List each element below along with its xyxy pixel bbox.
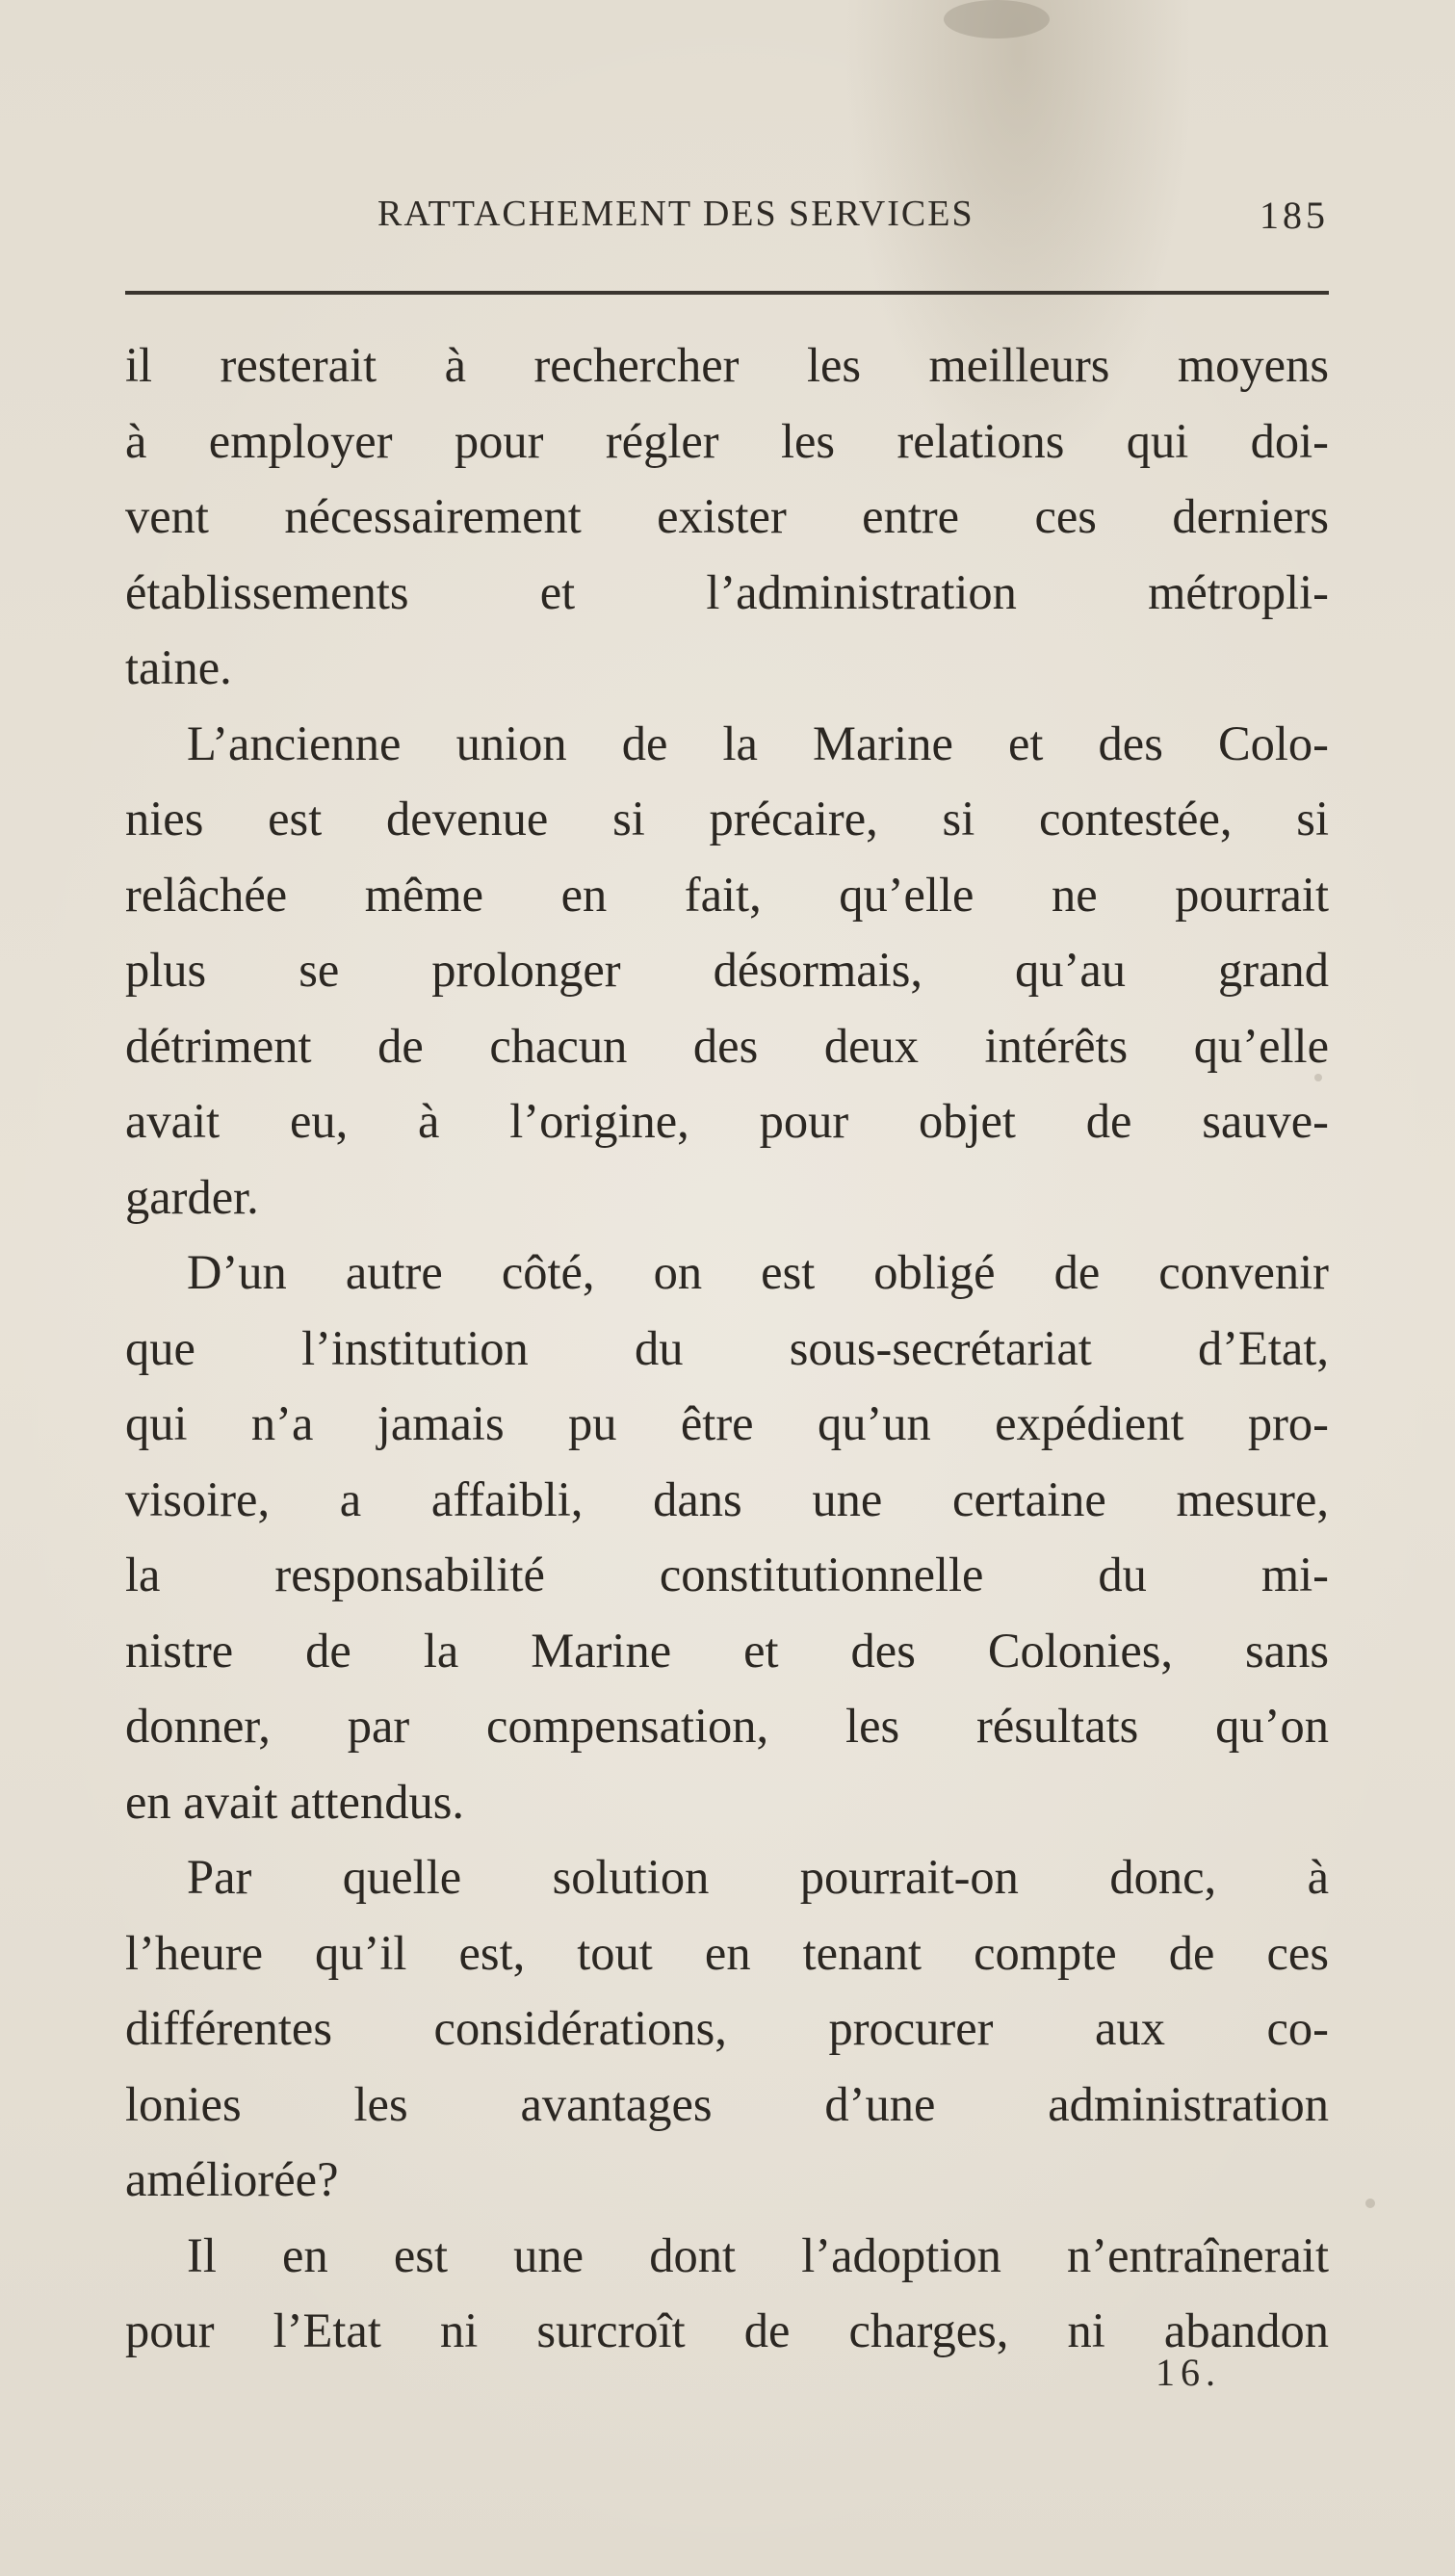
text-line: plus se prolonger désormais, qu’au grand bbox=[125, 943, 1329, 997]
paragraph bbox=[125, 2218, 1329, 2369]
running-title: RATTACHEMENT DES SERVICES bbox=[377, 194, 974, 234]
header-rule bbox=[125, 291, 1329, 295]
text-line: avait eu, à l’origine, pour objet de sauve- bbox=[125, 1094, 1329, 1148]
signature-mark: 16. bbox=[1156, 2351, 1221, 2394]
text-line: améliorée? bbox=[125, 2152, 339, 2206]
paragraph bbox=[125, 706, 1329, 1236]
text-line: lonies les avantages d’une administration bbox=[125, 2076, 1329, 2131]
text-line: que l’institution du sous-secrétariat d’Etat, bbox=[125, 1320, 1329, 1375]
text-line: garder. bbox=[125, 1169, 259, 1224]
paper-stain bbox=[944, 0, 1050, 39]
text-line: relâchée même en fait, qu’elle ne pourrait bbox=[125, 867, 1329, 922]
text-line: L’ancienne union de la Marine et des Colo- bbox=[187, 716, 1329, 770]
text-line: établissements et l’administration métropli- bbox=[125, 564, 1329, 619]
body-text bbox=[125, 327, 1329, 2369]
page-number: 185 bbox=[1260, 194, 1329, 237]
text-line: détriment de chacun des deux intérêts qu’elle bbox=[125, 1018, 1329, 1073]
text-line: il resterait à rechercher les meilleurs moyens bbox=[125, 338, 1329, 392]
text-line: différentes considérations, procurer aux co- bbox=[125, 2001, 1329, 2055]
paragraph bbox=[125, 327, 1329, 706]
text-line: en avait attendus. bbox=[125, 1774, 464, 1829]
paper-stain bbox=[1365, 2199, 1375, 2208]
text-line: nistre de la Marine et des Colonies, sans bbox=[125, 1623, 1329, 1678]
text-line: visoire, a affaibli, dans une certaine mesure, bbox=[125, 1471, 1329, 1526]
text-line: Par quelle solution pourrait-on donc, à bbox=[187, 1850, 1329, 1904]
paragraph bbox=[125, 1839, 1329, 2218]
text-line: pour l’Etat ni surcroît de charges, ni abandon bbox=[125, 2303, 1329, 2357]
text-line: donner, par compensation, les résultats qu’on bbox=[125, 1699, 1329, 1753]
text-line: qui n’a jamais pu être qu’un expédient pro- bbox=[125, 1396, 1329, 1450]
text-line: taine. bbox=[125, 640, 232, 694]
text-line: la responsabilité constitutionnelle du mi- bbox=[125, 1548, 1329, 1601]
text-line: D’un autre côté, on est obligé de convenir bbox=[187, 1245, 1329, 1299]
text-line: Il en est une dont l’adoption n’entraînerait bbox=[187, 2227, 1329, 2282]
running-head bbox=[125, 193, 1329, 250]
text-line: vent nécessairement exister entre ces derniers bbox=[125, 489, 1329, 543]
text-line: à employer pour régler les relations qui doi- bbox=[125, 413, 1329, 468]
text-line: nies est devenue si précaire, si contestée, si bbox=[125, 792, 1329, 846]
paragraph bbox=[125, 1235, 1329, 1839]
text-line: l’heure qu’il est, tout en tenant compte de ces bbox=[125, 1925, 1329, 1980]
